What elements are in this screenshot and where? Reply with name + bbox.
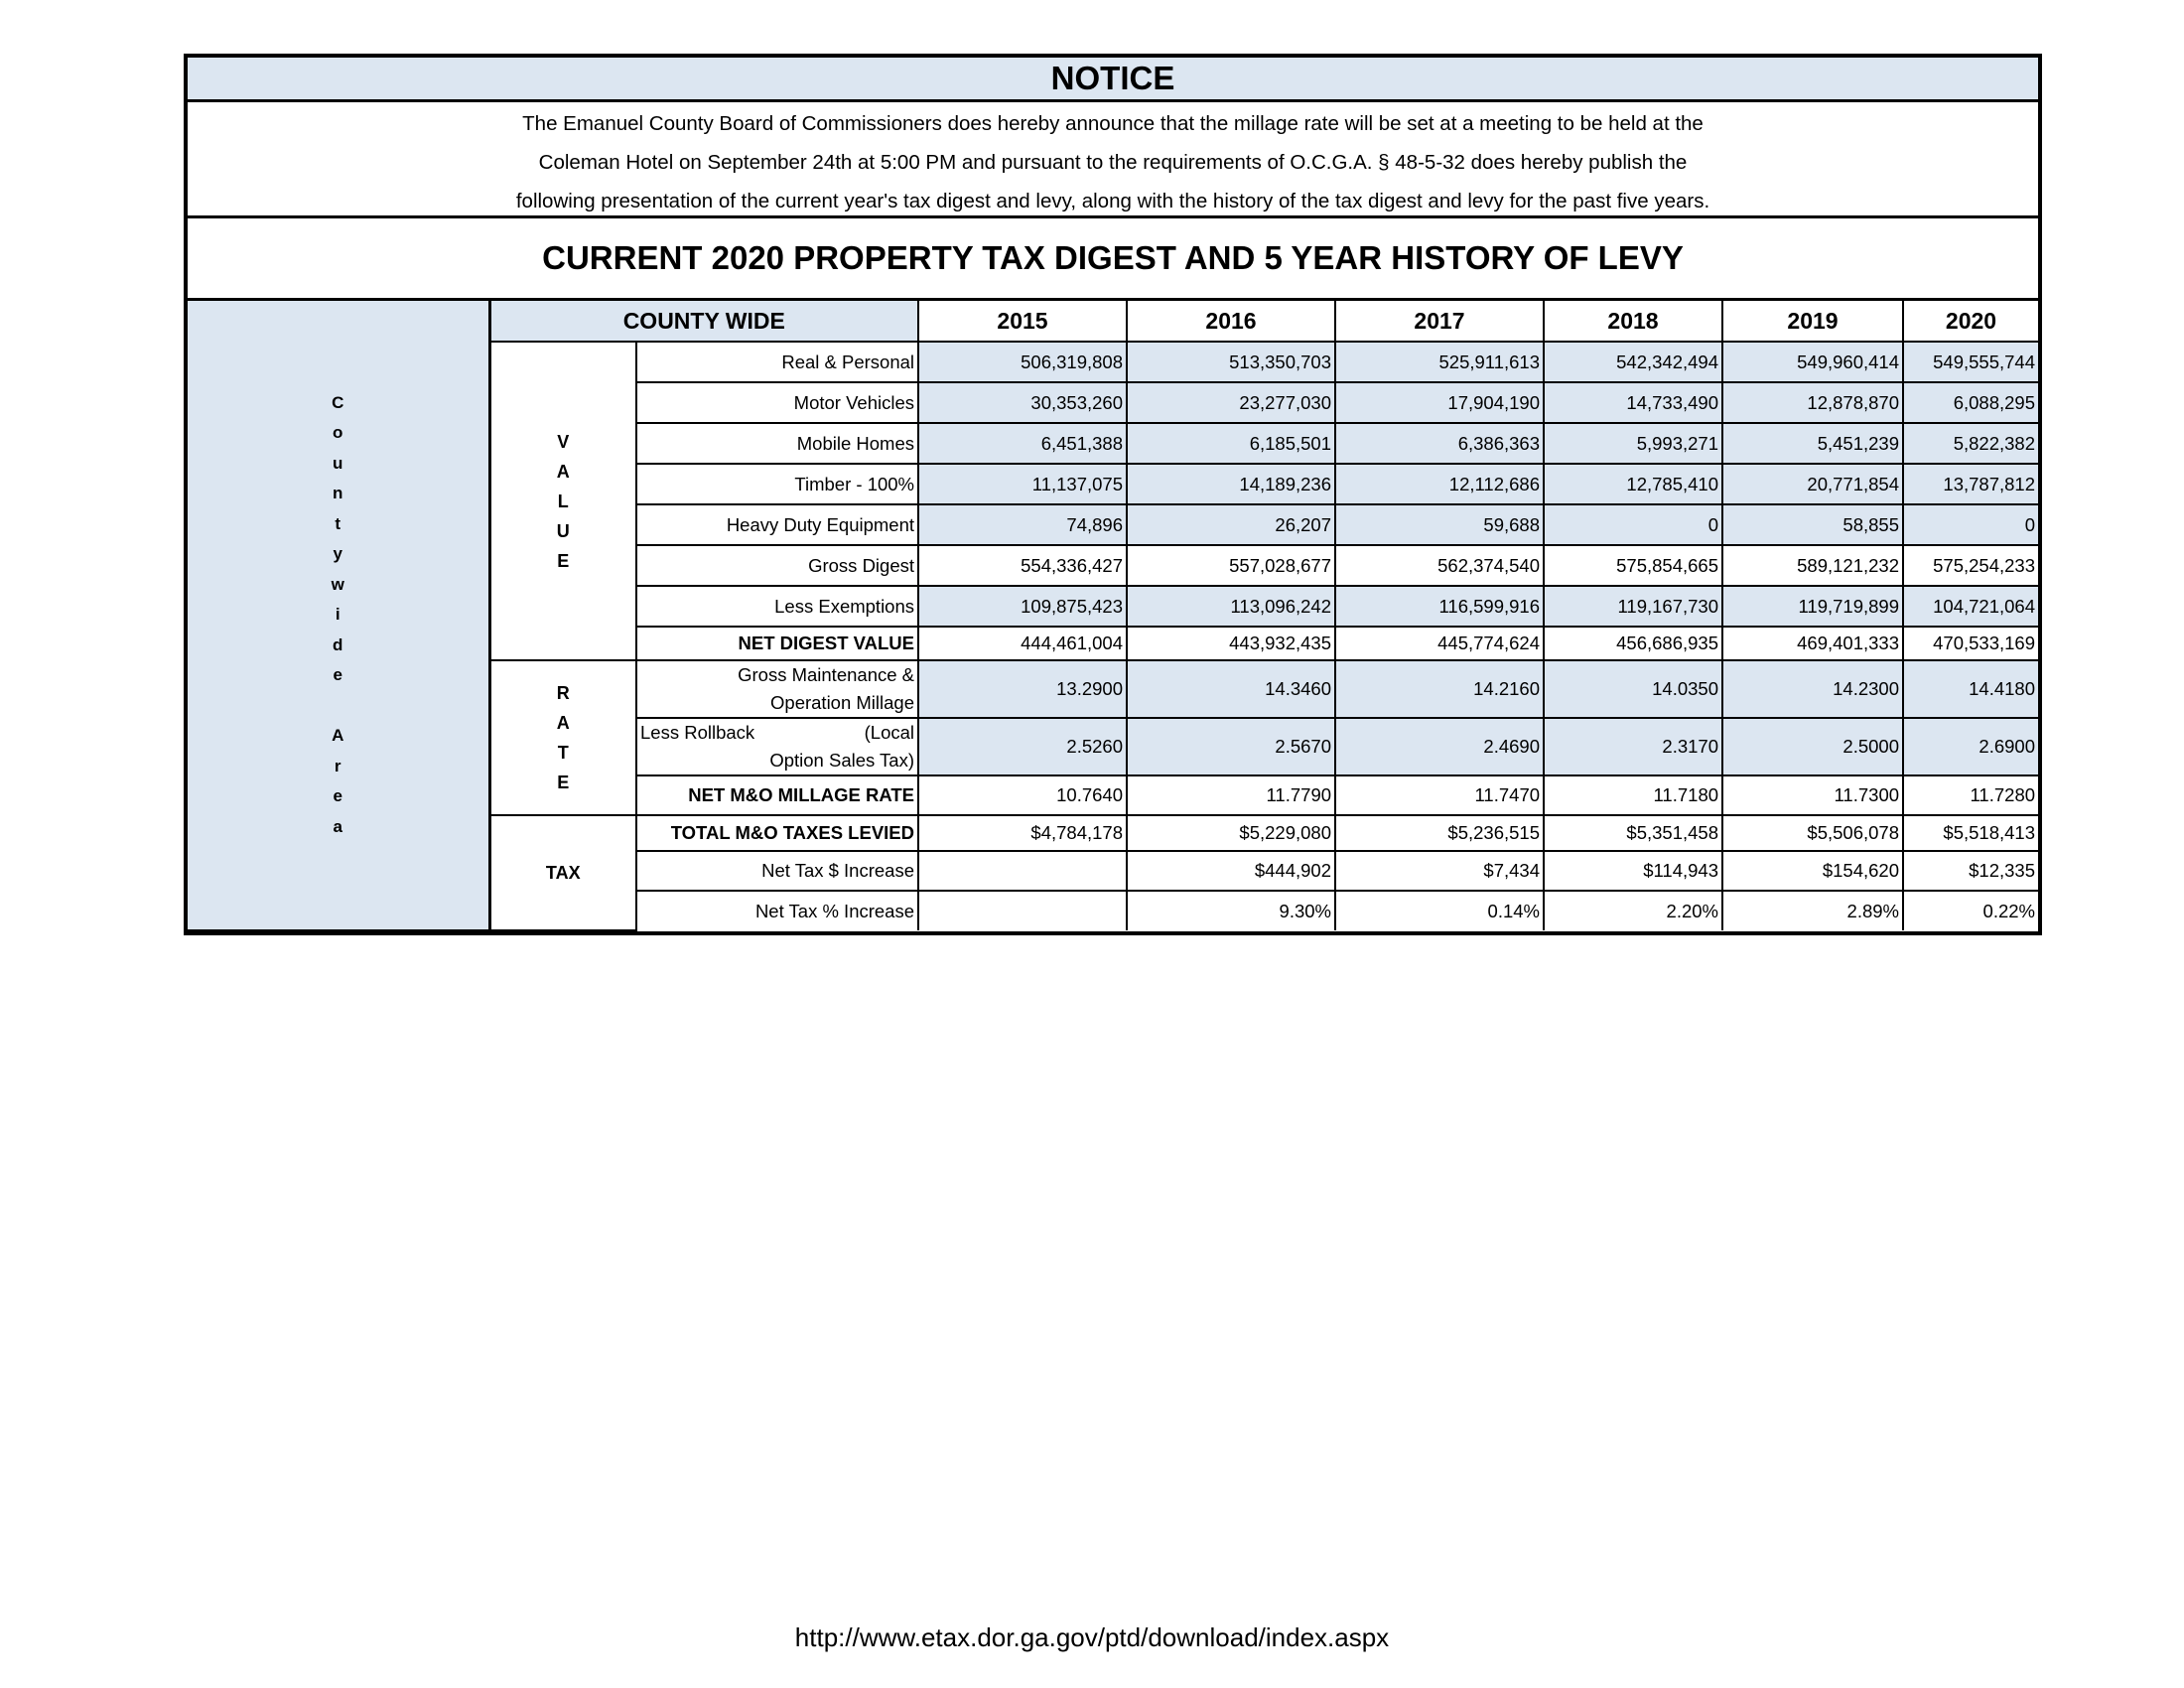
- value-cell: 11.7790: [1127, 775, 1335, 815]
- value-cell: $5,236,515: [1335, 815, 1544, 851]
- year-header: 2019: [1722, 301, 1903, 342]
- value-cell: 12,785,410: [1544, 464, 1722, 504]
- value-cell: 10.7640: [918, 775, 1127, 815]
- row-label: Motor Vehicles: [636, 382, 918, 423]
- row-label: TOTAL M&O TAXES LEVIED: [636, 815, 918, 851]
- notice-line-3: following presentation of the current year's tax digest and levy, along with the history of the tax digest and levy for the past five years.: [515, 190, 1710, 212]
- value-cell: $12,335: [1903, 851, 2038, 891]
- side-label-letter: [332, 691, 344, 722]
- value-cell: 13,787,812: [1903, 464, 2038, 504]
- row-label: [636, 660, 918, 718]
- row-label: Net Tax $ Increase: [636, 851, 918, 891]
- side-label-letter: o: [333, 423, 343, 443]
- row-label: Less Exemptions: [636, 586, 918, 627]
- side-label-letter: A: [332, 726, 344, 746]
- digest-table: [188, 301, 2038, 931]
- value-cell: [918, 891, 1127, 930]
- value-cell: 542,342,494: [1544, 342, 1722, 382]
- value-cell: 11.7300: [1722, 775, 1903, 815]
- value-cell: 58,855: [1722, 504, 1903, 545]
- value-cell: 30,353,260: [918, 382, 1127, 423]
- value-cell: $7,434: [1335, 851, 1544, 891]
- value-cell: 0.22%: [1903, 891, 2038, 930]
- value-cell: $5,351,458: [1544, 815, 1722, 851]
- value-cell: 444,461,004: [918, 627, 1127, 660]
- value-cell: 2.20%: [1544, 891, 1722, 930]
- value-cell: $154,620: [1722, 851, 1903, 891]
- value-cell: 506,319,808: [918, 342, 1127, 382]
- value-cell: 119,719,899: [1722, 586, 1903, 627]
- value-group-label: V A L U E: [489, 342, 636, 660]
- row-label-line: Less Rollback: [640, 722, 755, 743]
- side-label-letter: t: [335, 513, 341, 533]
- year-header: 2016: [1127, 301, 1335, 342]
- year-header: 2015: [918, 301, 1127, 342]
- value-cell: 9.30%: [1127, 891, 1335, 930]
- value-cell: 109,875,423: [918, 586, 1127, 627]
- value-cell: $5,518,413: [1903, 815, 2038, 851]
- value-cell: 513,350,703: [1127, 342, 1335, 382]
- value-cell: 104,721,064: [1903, 586, 2038, 627]
- side-label-letter: C: [332, 392, 344, 412]
- row-label: NET M&O MILLAGE RATE: [636, 775, 918, 815]
- notice-line-1: The Emanuel County Board of Commissioners does hereby announce that the millage rate will be set at a meeting to be held at the: [522, 112, 1704, 135]
- row-label-line: Operation Millage: [770, 692, 915, 713]
- side-label-letter: a: [333, 816, 342, 836]
- value-cell: [918, 851, 1127, 891]
- row-label: Gross Digest: [636, 545, 918, 586]
- value-cell: 113,096,242: [1127, 586, 1335, 627]
- side-label-letter: i: [335, 605, 341, 625]
- value-cell: 2.5670: [1127, 718, 1335, 775]
- side-label-letter: e: [333, 665, 342, 685]
- value-cell: 5,822,382: [1903, 423, 2038, 464]
- value-cell: 14,733,490: [1544, 382, 1722, 423]
- value-cell: 11,137,075: [918, 464, 1127, 504]
- header-row: [188, 301, 2038, 342]
- value-cell: 2.4690: [1335, 718, 1544, 775]
- year-header: 2017: [1335, 301, 1544, 342]
- value-cell: 20,771,854: [1722, 464, 1903, 504]
- value-cell: 116,599,916: [1335, 586, 1544, 627]
- value-cell: 2.3170: [1544, 718, 1722, 775]
- value-cell: 13.2900: [918, 660, 1127, 718]
- value-cell: 12,112,686: [1335, 464, 1544, 504]
- value-cell: 549,960,414: [1722, 342, 1903, 382]
- row-label: Net Tax % Increase: [636, 891, 918, 930]
- value-cell: $5,229,080: [1127, 815, 1335, 851]
- value-cell: 14,189,236: [1127, 464, 1335, 504]
- value-cell: 5,993,271: [1544, 423, 1722, 464]
- table-title: CURRENT 2020 PROPERTY TAX DIGEST AND 5 YEAR HISTORY OF LEVY: [188, 218, 2038, 301]
- row-label: Heavy Duty Equipment: [636, 504, 918, 545]
- countywide-area-label: [188, 301, 489, 930]
- value-cell: 11.7180: [1544, 775, 1722, 815]
- row-label: Timber - 100%: [636, 464, 918, 504]
- value-cell: 470,533,169: [1903, 627, 2038, 660]
- tax-group-label: TAX: [489, 815, 636, 930]
- value-cell: 575,854,665: [1544, 545, 1722, 586]
- value-cell: 14.4180: [1903, 660, 2038, 718]
- value-cell: 469,401,333: [1722, 627, 1903, 660]
- row-label: NET DIGEST VALUE: [636, 627, 918, 660]
- value-cell: 562,374,540: [1335, 545, 1544, 586]
- value-cell: 2.6900: [1903, 718, 2038, 775]
- side-label-letter: n: [333, 484, 343, 503]
- side-label-letter: e: [333, 786, 342, 806]
- value-cell: 554,336,427: [918, 545, 1127, 586]
- value-cell: 23,277,030: [1127, 382, 1335, 423]
- value-cell: $4,784,178: [918, 815, 1127, 851]
- rate-group-label: R A T E: [489, 660, 636, 815]
- row-label: Mobile Homes: [636, 423, 918, 464]
- value-cell: 557,028,677: [1127, 545, 1335, 586]
- side-label-letter: y: [333, 544, 342, 564]
- value-cell: 549,555,744: [1903, 342, 2038, 382]
- value-cell: 5,451,239: [1722, 423, 1903, 464]
- notice-title: NOTICE: [188, 58, 2038, 102]
- value-cell: 59,688: [1335, 504, 1544, 545]
- value-cell: 456,686,935: [1544, 627, 1722, 660]
- value-cell: 6,185,501: [1127, 423, 1335, 464]
- value-cell: 6,451,388: [918, 423, 1127, 464]
- value-cell: 0: [1544, 504, 1722, 545]
- value-cell: 119,167,730: [1544, 586, 1722, 627]
- row-label-line: Gross Maintenance &: [738, 664, 915, 685]
- value-cell: 12,878,870: [1722, 382, 1903, 423]
- value-cell: 14.0350: [1544, 660, 1722, 718]
- year-header: 2018: [1544, 301, 1722, 342]
- row-label: [636, 718, 918, 775]
- side-label-letter: r: [334, 756, 341, 775]
- county-wide-header: COUNTY WIDE: [489, 301, 918, 342]
- value-cell: 443,932,435: [1127, 627, 1335, 660]
- value-cell: 14.2160: [1335, 660, 1544, 718]
- value-cell: $5,506,078: [1722, 815, 1903, 851]
- value-cell: 14.2300: [1722, 660, 1903, 718]
- side-label-letter: w: [331, 574, 344, 594]
- row-label: Real & Personal: [636, 342, 918, 382]
- row-label-line: Option Sales Tax): [769, 750, 915, 771]
- value-cell: 525,911,613: [1335, 342, 1544, 382]
- footer-url[interactable]: http://www.etax.dor.ga.gov/ptd/download/index.aspx: [794, 1622, 1390, 1652]
- year-header: 2020: [1903, 301, 2038, 342]
- notice-line-2: Coleman Hotel on September 24th at 5:00 PM and pursuant to the requirements of O.C.G.A. § 48-5-32 does hereby publish the: [538, 151, 1688, 174]
- notice-text: [188, 102, 2038, 218]
- value-cell: $114,943: [1544, 851, 1722, 891]
- row-label-line: (Local: [864, 722, 915, 743]
- value-cell: 11.7470: [1335, 775, 1544, 815]
- value-cell: 6,386,363: [1335, 423, 1544, 464]
- value-cell: 445,774,624: [1335, 627, 1544, 660]
- notice-box: [184, 54, 2042, 935]
- value-cell: 2.5000: [1722, 718, 1903, 775]
- value-cell: 11.7280: [1903, 775, 2038, 815]
- value-cell: 2.5260: [918, 718, 1127, 775]
- value-cell: 0.14%: [1335, 891, 1544, 930]
- value-cell: 589,121,232: [1722, 545, 1903, 586]
- value-cell: 0: [1903, 504, 2038, 545]
- value-cell: 17,904,190: [1335, 382, 1544, 423]
- value-cell: 14.3460: [1127, 660, 1335, 718]
- value-cell: 26,207: [1127, 504, 1335, 545]
- side-label-letter: d: [333, 634, 343, 654]
- value-cell: 575,254,233: [1903, 545, 2038, 586]
- value-cell: 74,896: [918, 504, 1127, 545]
- value-cell: $444,902: [1127, 851, 1335, 891]
- side-label-letter: u: [333, 453, 343, 473]
- value-cell: 2.89%: [1722, 891, 1903, 930]
- value-cell: 6,088,295: [1903, 382, 2038, 423]
